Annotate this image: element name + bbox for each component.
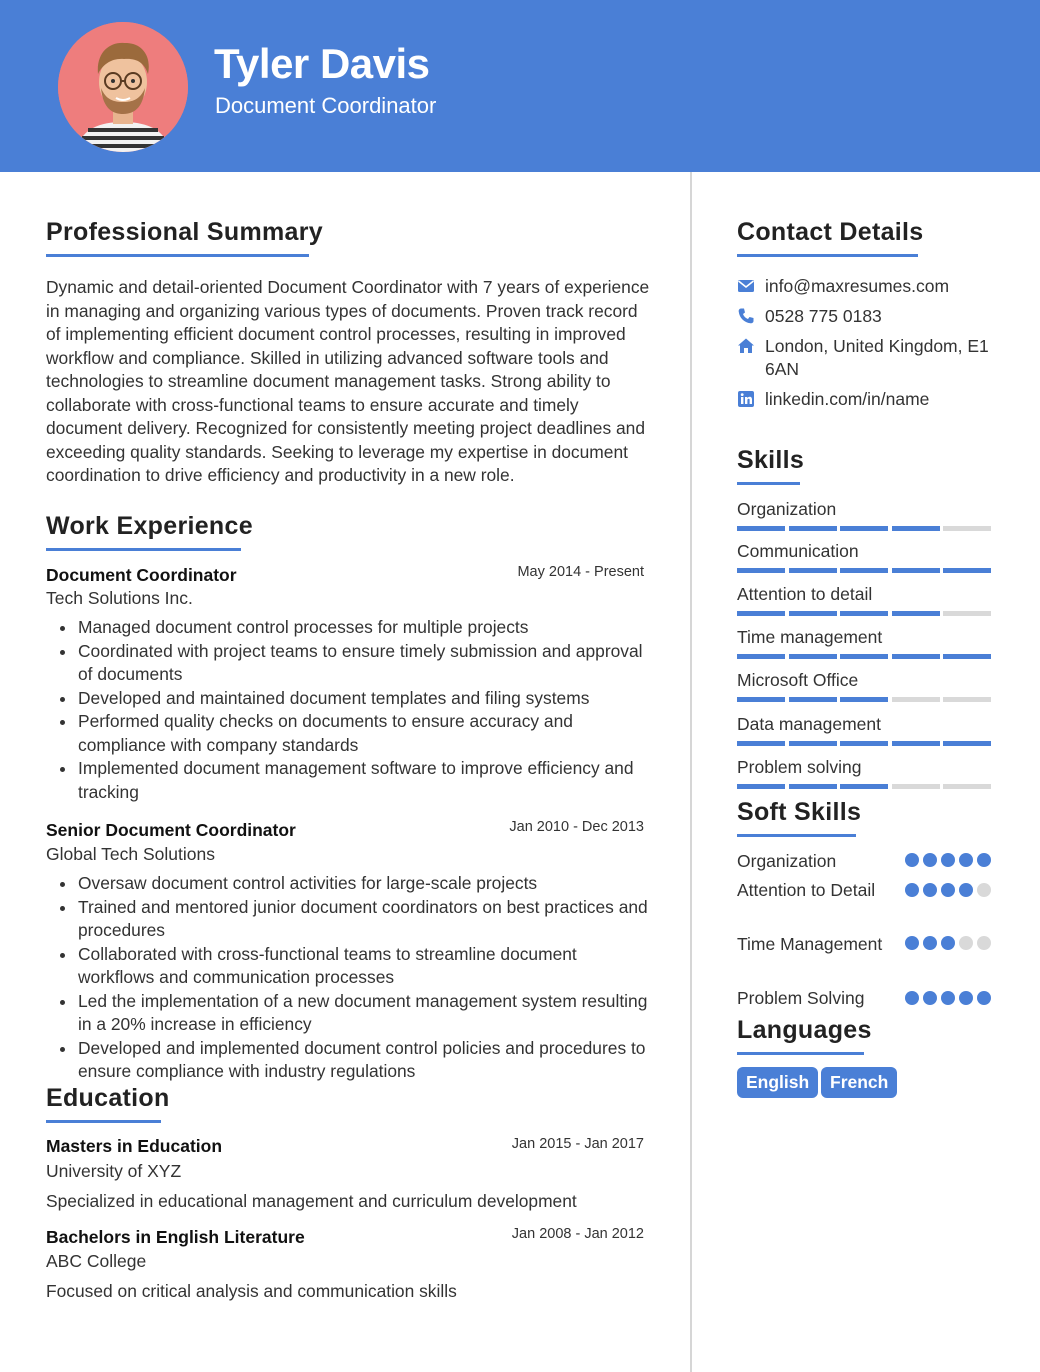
linkedin-icon	[737, 390, 755, 408]
rating-dot-filled	[923, 991, 937, 1005]
rating-dot-filled	[977, 853, 991, 867]
language-tag: English	[737, 1067, 818, 1098]
soft-skill-name: Attention to Detail	[737, 880, 876, 900]
education-dates: Jan 2008 - Jan 2012	[511, 1226, 644, 1242]
skill-segment-filled	[943, 741, 991, 746]
soft-skill-name: Organization	[737, 851, 837, 871]
rating-dot-filled	[905, 936, 919, 950]
skill-name: Time management	[737, 627, 883, 647]
skill-name: Organization	[737, 499, 837, 519]
section-heading-languages	[737, 1015, 872, 1045]
skill-segment-filled	[737, 697, 785, 702]
rating-dot-filled	[941, 991, 955, 1005]
list-item: Developed and maintained document templates and filing systems	[78, 687, 648, 711]
skill-level-bar	[737, 611, 993, 616]
envelope-icon	[737, 277, 755, 295]
education-school: ABC College	[46, 1251, 147, 1271]
skill-segment-filled	[737, 568, 785, 573]
list-item: Oversaw document control activities for large-scale projects	[78, 872, 648, 896]
section-heading-skills	[737, 445, 804, 475]
skill-segment-filled	[892, 526, 940, 531]
language-tag: French	[821, 1067, 897, 1098]
list-item: Led the implementation of a new document management system resulting in a 20% increase in efficiency	[78, 990, 648, 1037]
skill-segment-filled	[789, 526, 837, 531]
heading-underline	[46, 254, 309, 257]
section-heading-text: Work Experience	[46, 512, 253, 540]
rating-dot-filled	[959, 991, 973, 1005]
education-dates: Jan 2015 - Jan 2017	[511, 1136, 644, 1152]
skill-segment-filled	[737, 654, 785, 659]
skill-segment-filled	[943, 568, 991, 573]
skill-name: Attention to detail	[737, 584, 873, 604]
contact-linkedin-text: linkedin.com/in/name	[765, 389, 930, 409]
section-heading-education	[46, 1083, 170, 1113]
heading-underline	[737, 1052, 864, 1055]
skill-segment-filled	[789, 568, 837, 573]
section-heading-summary	[46, 217, 323, 247]
rating-dot-empty	[977, 883, 991, 897]
skill-segment-filled	[789, 654, 837, 659]
skill-segment-empty	[943, 784, 991, 789]
skill-segment-filled	[840, 697, 888, 702]
job-bullets	[78, 616, 648, 804]
soft-skill-name: Problem Solving	[737, 988, 865, 1008]
section-heading-text: Languages	[737, 1016, 872, 1044]
rating-dot-filled	[905, 883, 919, 897]
resume-header	[0, 0, 1040, 172]
section-heading-text: Skills	[737, 446, 805, 474]
skill-segment-empty	[943, 697, 991, 702]
rating-dot-filled	[923, 936, 937, 950]
list-item: Collaborated with cross-functional teams to streamline document workflows and communication processes	[78, 943, 648, 990]
summary-text: Dynamic and detail-oriented Document Coordinator with 7 years of experience in managing and organizing various types of documents. Proven track record of implementing efficient document control processes, resulting in improved workflow and compliance. Skilled in utilizing advanced software tools and technologies to streamline document management tasks. Strong ability to collaborate with cross-functional teams to ensure accurate and timely document delivery. Recognized for consistently meeting project deadlines and exceeding quality standards. Seeking to leverage my expertise in document coordination to drive efficiency and productivity in a new role.	[46, 277, 650, 485]
list-item: Implemented document management software to improve efficiency and tracking	[78, 757, 648, 804]
candidate-name: Tyler Davis	[214, 40, 430, 87]
skill-segment-filled	[789, 611, 837, 616]
contact-address-text: London, United Kingdom, E1 6AN	[765, 336, 989, 379]
soft-skill-rating	[905, 936, 995, 950]
skill-segment-empty	[892, 697, 940, 702]
education-degree: Masters in Education	[46, 1136, 223, 1156]
job-title: Senior Document Coordinator	[46, 820, 296, 840]
skill-segment-filled	[892, 611, 940, 616]
home-icon	[737, 337, 755, 355]
portrait-illustration	[58, 22, 188, 152]
skill-level-bar	[737, 741, 993, 746]
rating-dot-filled	[941, 853, 955, 867]
skill-segment-filled	[789, 784, 837, 789]
section-heading-contact	[737, 217, 923, 247]
contact-phone-text: 0528 775 0183	[765, 306, 882, 326]
job-bullets	[78, 872, 648, 1084]
job-company: Tech Solutions Inc.	[46, 588, 193, 608]
contact-email-text: info@maxresumes.com	[765, 276, 950, 296]
soft-skill-name: Time Management	[737, 934, 883, 954]
rating-dot-filled	[905, 991, 919, 1005]
skill-segment-filled	[840, 741, 888, 746]
list-item: Performed quality checks on documents to ensure accuracy and compliance with company standards	[78, 710, 648, 757]
list-item: Managed document control processes for multiple projects	[78, 616, 648, 640]
job-dates: Jan 2010 - Dec 2013	[509, 819, 644, 835]
soft-skill-rating	[905, 991, 995, 1005]
heading-underline	[46, 1120, 161, 1123]
skill-segment-filled	[737, 784, 785, 789]
soft-skill-rating	[905, 883, 995, 897]
rating-dot-filled	[977, 991, 991, 1005]
rating-dot-filled	[923, 883, 937, 897]
skill-segment-filled	[737, 526, 785, 531]
section-heading-text: Education	[46, 1084, 170, 1112]
skill-segment-filled	[737, 741, 785, 746]
skill-level-bar	[737, 526, 993, 531]
job-company: Global Tech Solutions	[46, 844, 215, 864]
list-item: Coordinated with project teams to ensure timely submission and approval of documents	[78, 640, 648, 687]
skill-segment-filled	[789, 741, 837, 746]
skill-segment-filled	[943, 654, 991, 659]
list-item: Developed and implemented document control policies and procedures to ensure compliance with industry regulations	[78, 1037, 648, 1084]
rating-dot-empty	[977, 936, 991, 950]
rating-dot-filled	[959, 853, 973, 867]
candidate-title: Document Coordinator	[215, 93, 437, 118]
list-item: Trained and mentored junior document coordinators on best practices and procedures	[78, 896, 648, 943]
skill-segment-filled	[892, 741, 940, 746]
profile-photo	[58, 22, 188, 152]
rating-dot-filled	[959, 883, 973, 897]
skill-name: Microsoft Office	[737, 670, 859, 690]
section-heading-text: Contact Details	[737, 218, 924, 246]
heading-underline	[737, 834, 856, 837]
skill-segment-filled	[840, 568, 888, 573]
education-description: Focused on critical analysis and communication skills	[46, 1281, 457, 1301]
skill-segment-filled	[840, 784, 888, 789]
soft-skill-rating	[905, 853, 995, 867]
heading-underline	[737, 482, 800, 485]
skill-segment-empty	[943, 611, 991, 616]
rating-dot-empty	[959, 936, 973, 950]
rating-dot-filled	[941, 936, 955, 950]
skill-segment-filled	[737, 611, 785, 616]
education-description: Specialized in educational management and curriculum development	[46, 1191, 577, 1211]
rating-dot-filled	[941, 883, 955, 897]
section-heading-soft-skills	[737, 797, 861, 827]
skill-level-bar	[737, 654, 993, 659]
phone-icon	[737, 307, 755, 325]
section-heading-text: Professional Summary	[46, 218, 323, 246]
skill-segment-filled	[892, 654, 940, 659]
skill-segment-filled	[789, 697, 837, 702]
skill-level-bar	[737, 697, 993, 702]
skill-level-bar	[737, 784, 993, 789]
heading-underline	[737, 254, 918, 257]
skill-segment-empty	[943, 526, 991, 531]
section-heading-experience	[46, 511, 253, 541]
skill-name: Communication	[737, 541, 859, 561]
skill-name: Problem solving	[737, 757, 862, 777]
skill-segment-filled	[840, 654, 888, 659]
job-dates: May 2014 - Present	[517, 564, 644, 580]
education-degree: Bachelors in English Literature	[46, 1227, 305, 1247]
column-divider	[690, 172, 692, 1372]
skill-segment-filled	[840, 526, 888, 531]
rating-dot-filled	[905, 853, 919, 867]
skill-segment-filled	[892, 568, 940, 573]
skill-name: Data management	[737, 714, 881, 734]
heading-underline	[46, 548, 241, 551]
skill-segment-filled	[840, 611, 888, 616]
skill-level-bar	[737, 568, 993, 573]
rating-dot-filled	[923, 853, 937, 867]
job-title: Document Coordinator	[46, 565, 237, 585]
section-heading-text: Soft Skills	[737, 798, 862, 826]
education-school: University of XYZ	[46, 1161, 182, 1181]
skill-segment-empty	[892, 784, 940, 789]
